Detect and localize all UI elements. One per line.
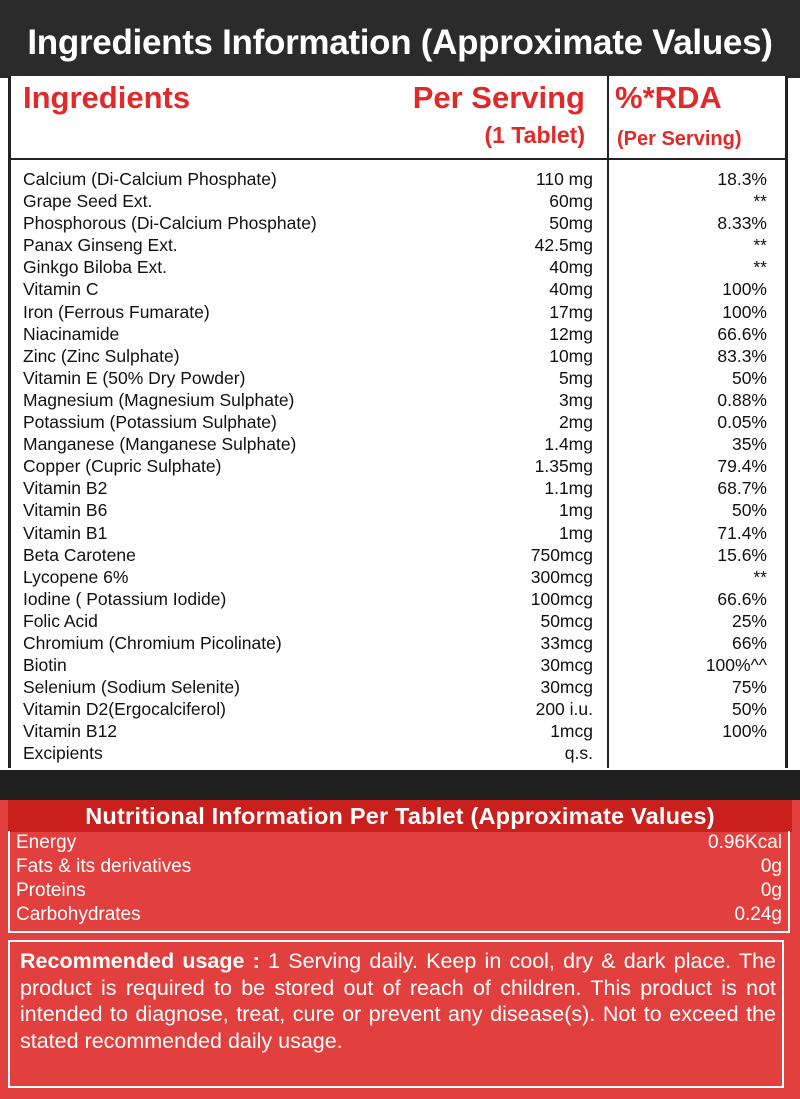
ingredients-table <box>8 76 788 768</box>
table-row <box>11 212 785 234</box>
ingredient-quantity: 1mg <box>558 522 593 543</box>
table-row <box>11 522 785 544</box>
table-row <box>11 566 785 588</box>
ingredient-quantity: 750mcg <box>530 544 593 565</box>
column-header-ingredients: Ingredients <box>23 80 191 115</box>
ingredient-quantity: 1.4mg <box>544 434 593 455</box>
ingredient-quantity: 1.1mg <box>544 478 593 499</box>
ingredient-name: Beta Carotene <box>23 544 136 565</box>
ingredient-rda: 50% <box>731 500 767 521</box>
usage-text <box>20 948 776 1054</box>
nutrient-value: 0g <box>760 856 782 877</box>
panel-separator <box>0 770 800 800</box>
ingredient-name: Zinc (Zinc Sulphate) <box>23 345 180 366</box>
table-row <box>11 610 785 632</box>
ingredient-rda: 100% <box>722 301 767 322</box>
ingredient-rda: 18.3% <box>717 169 767 189</box>
table-row <box>11 455 785 477</box>
header-divider <box>11 158 785 160</box>
page-title: Ingredients Information (Approximate Values) <box>27 23 773 62</box>
ingredient-quantity: 30mcg <box>540 655 593 676</box>
ingredient-name: Iodine ( Potassium Iodide) <box>23 588 227 609</box>
ingredient-name: Lycopene 6% <box>23 566 129 587</box>
ingredient-rda: 68.7% <box>717 478 767 499</box>
column-subheader-rda: (Per Serving) <box>617 128 742 150</box>
table-row <box>11 499 785 521</box>
ingredient-rda: 83.3% <box>717 345 767 366</box>
table-row <box>11 433 785 455</box>
ingredient-quantity: 300mcg <box>530 566 593 587</box>
table-row <box>11 676 785 698</box>
ingredient-quantity: 10mg <box>549 345 593 366</box>
ingredient-quantity: 2mg <box>558 412 593 433</box>
ingredient-quantity: 40mg <box>549 279 593 300</box>
ingredient-quantity: 42.5mg <box>534 235 593 256</box>
ingredient-rda: 75% <box>731 677 767 698</box>
table-row <box>11 720 785 742</box>
ingredient-quantity: 60mg <box>549 191 593 212</box>
ingredient-name: Calcium (Di-Calcium Phosphate) <box>23 169 277 189</box>
ingredient-name: Chromium (Chromium Picolinate) <box>23 632 282 653</box>
nutrition-row <box>10 855 788 879</box>
ingredient-quantity: 30mcg <box>540 677 593 698</box>
ingredient-quantity: 100mcg <box>530 588 593 609</box>
ingredient-quantity: 200 i.u. <box>535 699 593 720</box>
table-row <box>11 168 785 190</box>
ingredient-rda: 15.6% <box>717 544 767 565</box>
ingredient-quantity: 1mg <box>558 500 593 521</box>
ingredient-name: Vitamin D2(Ergocalciferol) <box>23 699 226 720</box>
ingredient-quantity: 17mg <box>549 301 593 322</box>
ingredient-rda: 100% <box>722 721 767 742</box>
ingredient-rda: 100%^^ <box>705 655 767 676</box>
table-row <box>11 632 785 654</box>
ingredient-rda: ** <box>753 191 767 212</box>
ingredient-name: Vitamin B2 <box>23 478 108 499</box>
ingredient-quantity: 3mg <box>558 389 593 410</box>
ingredient-name: Potassium (Potassium Sulphate) <box>23 412 277 433</box>
nutrient-value: 0.24g <box>734 904 782 925</box>
nutrition-row <box>10 879 788 903</box>
ingredient-rda: 66% <box>731 632 767 653</box>
table-row <box>11 411 785 433</box>
nutrition-table <box>8 831 790 933</box>
table-row <box>11 477 785 499</box>
ingredient-name: Vitamin B1 <box>23 522 108 543</box>
ingredient-name: Folic Acid <box>23 610 98 631</box>
nutrient-name: Proteins <box>16 880 86 901</box>
nutrient-name: Fats & its derivatives <box>16 856 192 877</box>
ingredient-rda: 8.33% <box>717 213 767 234</box>
usage-box <box>8 940 784 1088</box>
ingredient-rda: 66.6% <box>717 588 767 609</box>
ingredient-name: Grape Seed Ext. <box>23 191 153 212</box>
ingredient-quantity: 50mcg <box>540 610 593 631</box>
ingredient-rda: 0.88% <box>717 389 767 410</box>
ingredient-rda: ** <box>753 257 767 278</box>
nutrition-row <box>10 903 788 927</box>
ingredient-rda: ** <box>753 235 767 256</box>
ingredient-quantity: 40mg <box>549 257 593 278</box>
column-subheader-per-serving: (1 Tablet) <box>484 122 585 148</box>
ingredient-name: Iron (Ferrous Fumarate) <box>23 301 210 322</box>
ingredient-name: Vitamin B6 <box>23 500 108 521</box>
table-row <box>11 256 785 278</box>
table-row <box>11 698 785 720</box>
table-row <box>11 544 785 566</box>
ingredient-quantity: 1.35mg <box>534 456 593 477</box>
usage-label: Recommended usage : <box>20 949 260 973</box>
ingredient-name: Biotin <box>23 655 67 676</box>
ingredient-name: Panax Ginseng Ext. <box>23 235 178 256</box>
ingredient-rda: 66.6% <box>717 323 767 344</box>
nutrition-row <box>10 831 788 855</box>
ingredient-quantity: 5mg <box>558 367 593 388</box>
nutrient-value: 0g <box>760 880 782 901</box>
nutrient-name: Energy <box>16 832 77 853</box>
ingredient-name: Niacinamide <box>23 323 120 344</box>
ingredient-rda: 50% <box>731 699 767 720</box>
ingredient-quantity: 12mg <box>549 323 593 344</box>
ingredient-name: Excipients <box>23 743 103 764</box>
ingredient-name: Vitamin C <box>23 279 99 300</box>
ingredient-rda: 35% <box>731 434 767 455</box>
usage-body: 1 Serving daily. Keep in cool, dry & dark place. The product is required to be stored out of reach of children. This product is not intended to diagnose, treat, cure or prevent any disease(s). Not to exceed the stated recommended daily usage. <box>20 949 777 1053</box>
table-row <box>11 742 785 764</box>
ingredient-quantity: 50mg <box>549 213 593 234</box>
ingredient-name: Selenium (Sodium Selenite) <box>23 677 240 698</box>
ingredient-rda: 71.4% <box>717 522 767 543</box>
ingredient-name: Ginkgo Biloba Ext. <box>23 257 167 278</box>
table-row <box>11 389 785 411</box>
table-row <box>11 588 785 610</box>
nutrition-title: Nutritional Information Per Tablet (Approximate Values) <box>8 800 792 832</box>
ingredient-rda: 25% <box>731 610 767 631</box>
ingredient-rows <box>11 168 785 765</box>
ingredient-rda: ** <box>753 566 767 587</box>
table-row <box>11 654 785 676</box>
ingredient-rda: 50% <box>731 367 767 388</box>
nutrient-value: 0.96Kcal <box>708 832 782 853</box>
table-row <box>11 301 785 323</box>
table-row <box>11 278 785 300</box>
header-band <box>0 0 800 78</box>
ingredient-name: Magnesium (Magnesium Sulphate) <box>23 389 295 410</box>
ingredient-quantity: 33mcg <box>540 632 593 653</box>
ingredient-name: Copper (Cupric Sulphate) <box>23 456 222 477</box>
table-row <box>11 367 785 389</box>
column-header-per-serving: Per Serving <box>412 80 585 115</box>
nutrient-name: Carbohydrates <box>16 904 141 925</box>
ingredient-quantity: 1mcg <box>550 721 593 742</box>
ingredient-rda: 79.4% <box>717 456 767 477</box>
table-row <box>11 323 785 345</box>
ingredient-quantity: q.s. <box>564 743 593 764</box>
table-row <box>11 234 785 256</box>
ingredient-rda: 100% <box>722 279 767 300</box>
ingredient-name: Vitamin B12 <box>23 721 118 742</box>
table-row <box>11 190 785 212</box>
ingredient-quantity: 110 mg <box>535 169 593 189</box>
table-row <box>11 345 785 367</box>
ingredient-rda: 0.05% <box>717 412 767 433</box>
ingredient-name: Manganese (Manganese Sulphate) <box>23 434 297 455</box>
ingredient-name: Phosphorous (Di-Calcium Phosphate) <box>23 213 317 234</box>
ingredient-name: Vitamin E (50% Dry Powder) <box>23 367 246 388</box>
column-header-rda: %*RDA <box>615 80 722 115</box>
